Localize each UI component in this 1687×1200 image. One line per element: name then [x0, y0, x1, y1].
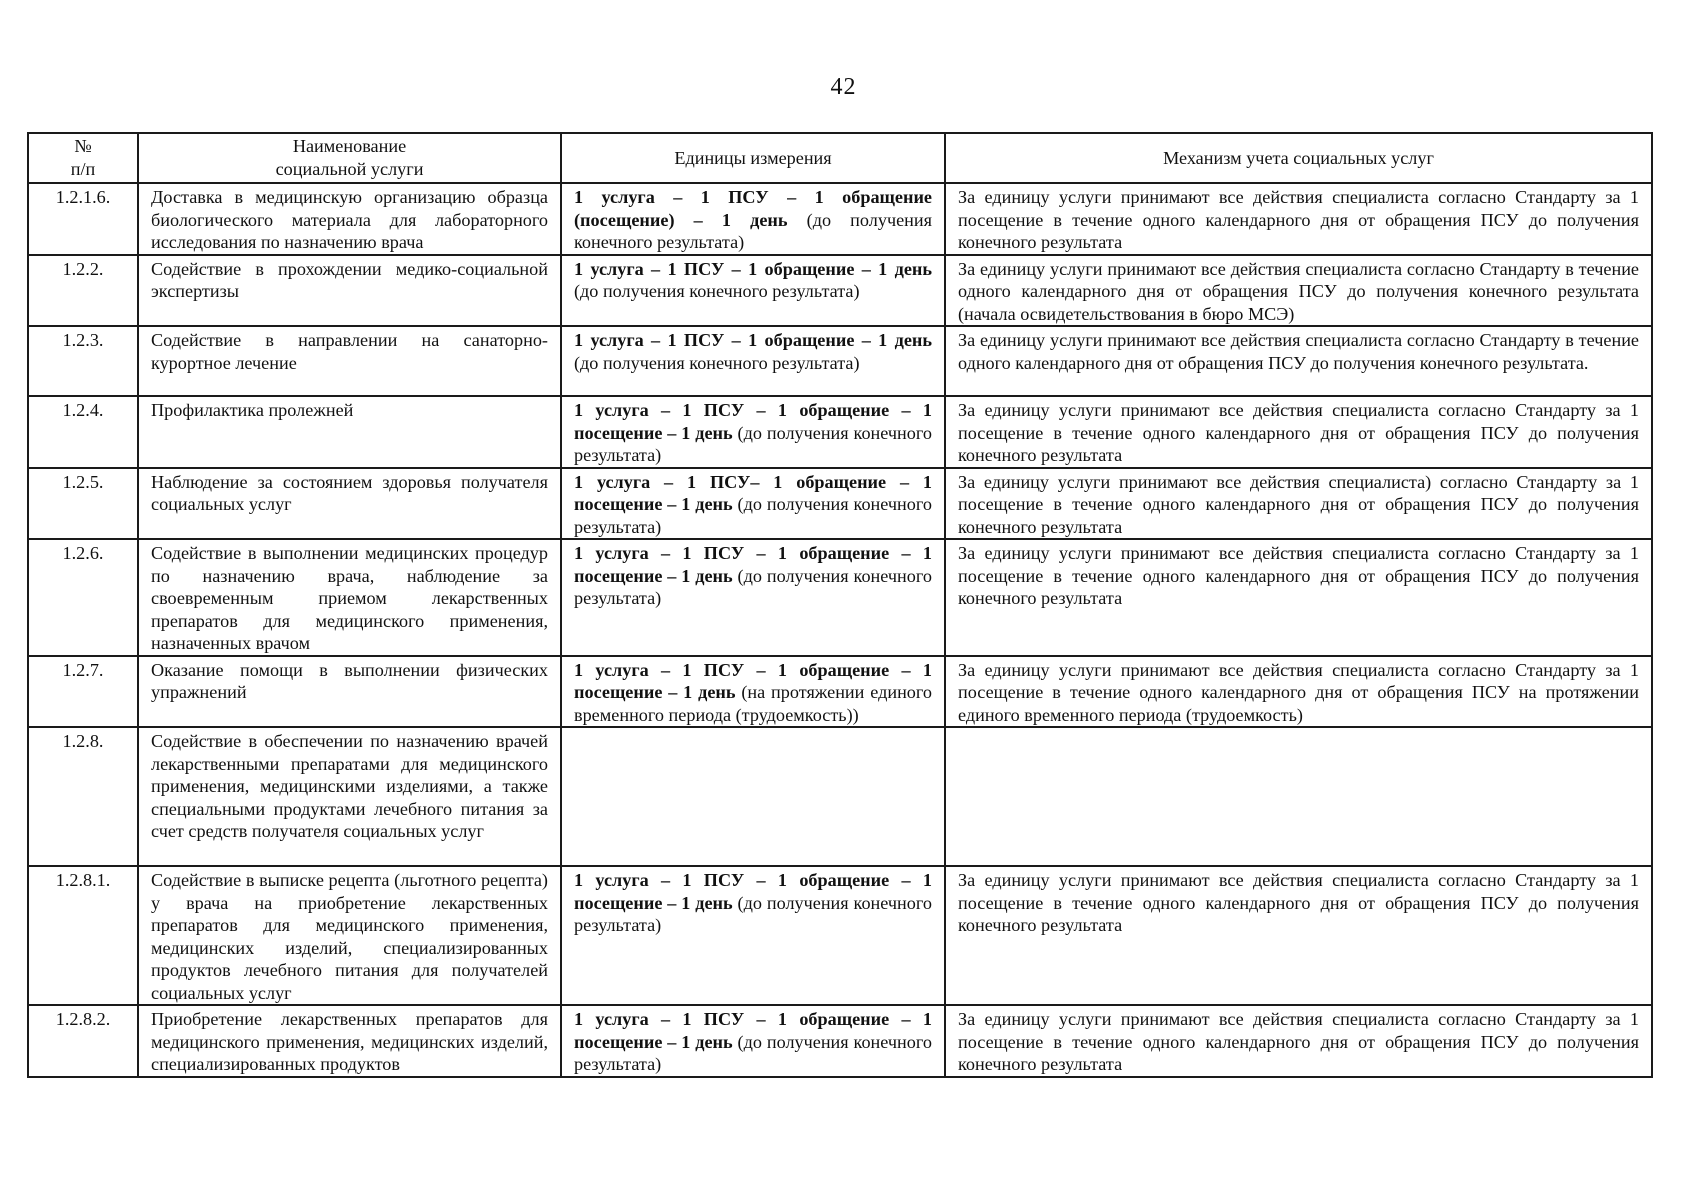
row-number: 1.2.7. — [28, 656, 138, 728]
row-number: 1.2.1.6. — [28, 183, 138, 255]
row-number: 1.2.8.2. — [28, 1005, 138, 1077]
row-number: 1.2.2. — [28, 255, 138, 327]
row-number: 1.2.6. — [28, 539, 138, 656]
service-name: Доставка в медицинскую организацию образца биологического материала для лабораторного исследования по назначению врача — [138, 183, 561, 255]
unit-cell — [561, 468, 945, 540]
service-name: Оказание помощи в выполнении физических упражнений — [138, 656, 561, 728]
header-units: Единицы измерения — [561, 133, 945, 183]
service-name: Содействие в выписке рецепта (льготного рецепта) у врача на приобретение лекарственных препаратов для медицинского применения, медицинских изделий, специализированных продуктов лечебного питания для получателей социальных услуг — [138, 866, 561, 1005]
unit-note: (до получения конечного результата) — [574, 422, 932, 465]
header-mechanism: Механизм учета социальных услуг — [945, 133, 1652, 183]
mechanism-text: За единицу услуги принимают все действия специалиста согласно Стандарту за 1 посещение в течение одного календарного дня от обращения ПСУ до получения конечного результата — [945, 1005, 1652, 1077]
service-name: Содействие в выполнении медицинских процедур по назначению врача, наблюдение за своевременным приемом лекарственных препаратов для медицинского применения, назначенных врачом — [138, 539, 561, 656]
unit-note: (до получения конечного результата) — [574, 281, 860, 301]
mechanism-text: За единицу услуги принимают все действия специалиста согласно Стандарту за 1 посещение в течение одного календарного дня от обращения ПСУ до получения конечного результата — [945, 866, 1652, 1005]
table-row — [28, 326, 1652, 396]
service-name: Содействие в обеспечении по назначению врачей лекарственными препаратами для медицинского применения, медицинскими изделиями, а также специальными продуктами лечебного питания за счет средств получателя социальных услуг — [138, 727, 561, 866]
mechanism-text — [945, 727, 1652, 866]
unit-note: (на протяжении единого временного периода (трудоемкость)) — [574, 682, 932, 725]
header-number: № п/п — [28, 133, 138, 183]
mechanism-text: За единицу услуги принимают все действия специалиста согласно Стандарту за 1 посещение в течение одного календарного дня от обращения ПСУ до получения конечного результата — [945, 539, 1652, 656]
unit-note: (до получения конечного результата) — [574, 1031, 932, 1074]
row-number: 1.2.8.1. — [28, 866, 138, 1005]
unit-note: (до получения конечного результата) — [574, 209, 932, 252]
mechanism-text: За единицу услуги принимают все действия специалиста согласно Стандарту в течение одного календарного дня от обращения ПСУ до получения конечного результата. — [945, 326, 1652, 396]
mechanism-text: За единицу услуги принимают все действия специалиста согласно Стандарту за 1 посещение в течение одного календарного дня от обращения ПСУ до получения конечного результата — [945, 183, 1652, 255]
unit-bold: 1 услуга – 1 ПСУ – 1 обращение – 1 посещение – 1 день — [574, 400, 932, 443]
table-row — [28, 539, 1652, 656]
service-name: Содействие в направлении на санаторно-курортное лечение — [138, 326, 561, 396]
social-services-table — [27, 132, 1653, 1078]
table-row — [28, 468, 1652, 540]
service-name: Профилактика пролежней — [138, 396, 561, 468]
header-service-name: Наименование социальной услуги — [138, 133, 561, 183]
row-number: 1.2.3. — [28, 326, 138, 396]
row-number: 1.2.8. — [28, 727, 138, 866]
unit-note: (до получения конечного результата) — [574, 892, 932, 935]
unit-bold: 1 услуга – 1 ПСУ – 1 обращение – 1 посещение – 1 день — [574, 543, 932, 586]
unit-note: (до получения конечного результата) — [574, 352, 860, 373]
service-name: Содействие в прохождении медико-социальной экспертизы — [138, 255, 561, 327]
unit-cell — [561, 727, 945, 866]
mechanism-text: За единицу услуги принимают все действия специалиста согласно Стандарту за 1 посещение в течение одного календарного дня от обращения ПСУ на протяжении единого временного периода (трудоемкость) — [945, 656, 1652, 728]
table-row — [28, 183, 1652, 255]
mechanism-text: За единицу услуги принимают все действия специалиста согласно Стандарту в течение одного календарного дня от обращения ПСУ до получения конечного результата (начала освидетельствования в бюро МСЭ) — [945, 255, 1652, 327]
row-number: 1.2.5. — [28, 468, 138, 540]
unit-note: (до получения конечного результата) — [574, 565, 932, 608]
unit-bold: 1 услуга – 1 ПСУ – 1 обращение – 1 посещение – 1 день — [574, 1009, 932, 1052]
unit-bold: 1 услуга – 1 ПСУ – 1 обращение – 1 посещение – 1 день — [574, 870, 932, 913]
mechanism-text: За единицу услуги принимают все действия специалиста) согласно Стандарту за 1 посещение в течение одного календарного дня от обращения ПСУ до получения конечного результата — [945, 468, 1652, 540]
table-row — [28, 656, 1652, 728]
unit-bold: 1 услуга – 1 ПСУ – 1 обращение – 1 день — [574, 330, 932, 350]
unit-cell — [561, 396, 945, 468]
table-row — [28, 255, 1652, 327]
table-row — [28, 396, 1652, 468]
unit-cell — [561, 656, 945, 728]
mechanism-text: За единицу услуги принимают все действия специалиста согласно Стандарту за 1 посещение в течение одного календарного дня от обращения ПСУ до получения конечного результата — [945, 396, 1652, 468]
row-number: 1.2.4. — [28, 396, 138, 468]
table-row — [28, 1005, 1652, 1077]
unit-note: (до получения конечного результата) — [574, 494, 932, 537]
unit-cell — [561, 1005, 945, 1077]
unit-cell — [561, 183, 945, 255]
page-number: 42 — [830, 74, 857, 100]
unit-cell — [561, 866, 945, 1005]
table-header-row — [28, 133, 1652, 183]
unit-bold: 1 услуга – 1 ПСУ – 1 обращение – 1 посещение – 1 день — [574, 659, 932, 702]
unit-bold: 1 услуга – 1 ПСУ – 1 обращение – 1 день — [574, 258, 932, 279]
unit-cell — [561, 539, 945, 656]
unit-bold: 1 услуга – 1 ПСУ– 1 обращение – 1 посещение – 1 день — [574, 471, 932, 514]
table-row — [28, 727, 1652, 866]
unit-cell — [561, 255, 945, 327]
unit-bold: 1 услуга – 1 ПСУ – 1 обращение (посещение) – 1 день — [574, 187, 932, 230]
unit-cell — [561, 326, 945, 396]
table-row — [28, 866, 1652, 1005]
service-name: Наблюдение за состоянием здоровья получателя социальных услуг — [138, 468, 561, 540]
service-name: Приобретение лекарственных препаратов для медицинского применения, медицинских изделий, специализированных продуктов — [138, 1005, 561, 1077]
